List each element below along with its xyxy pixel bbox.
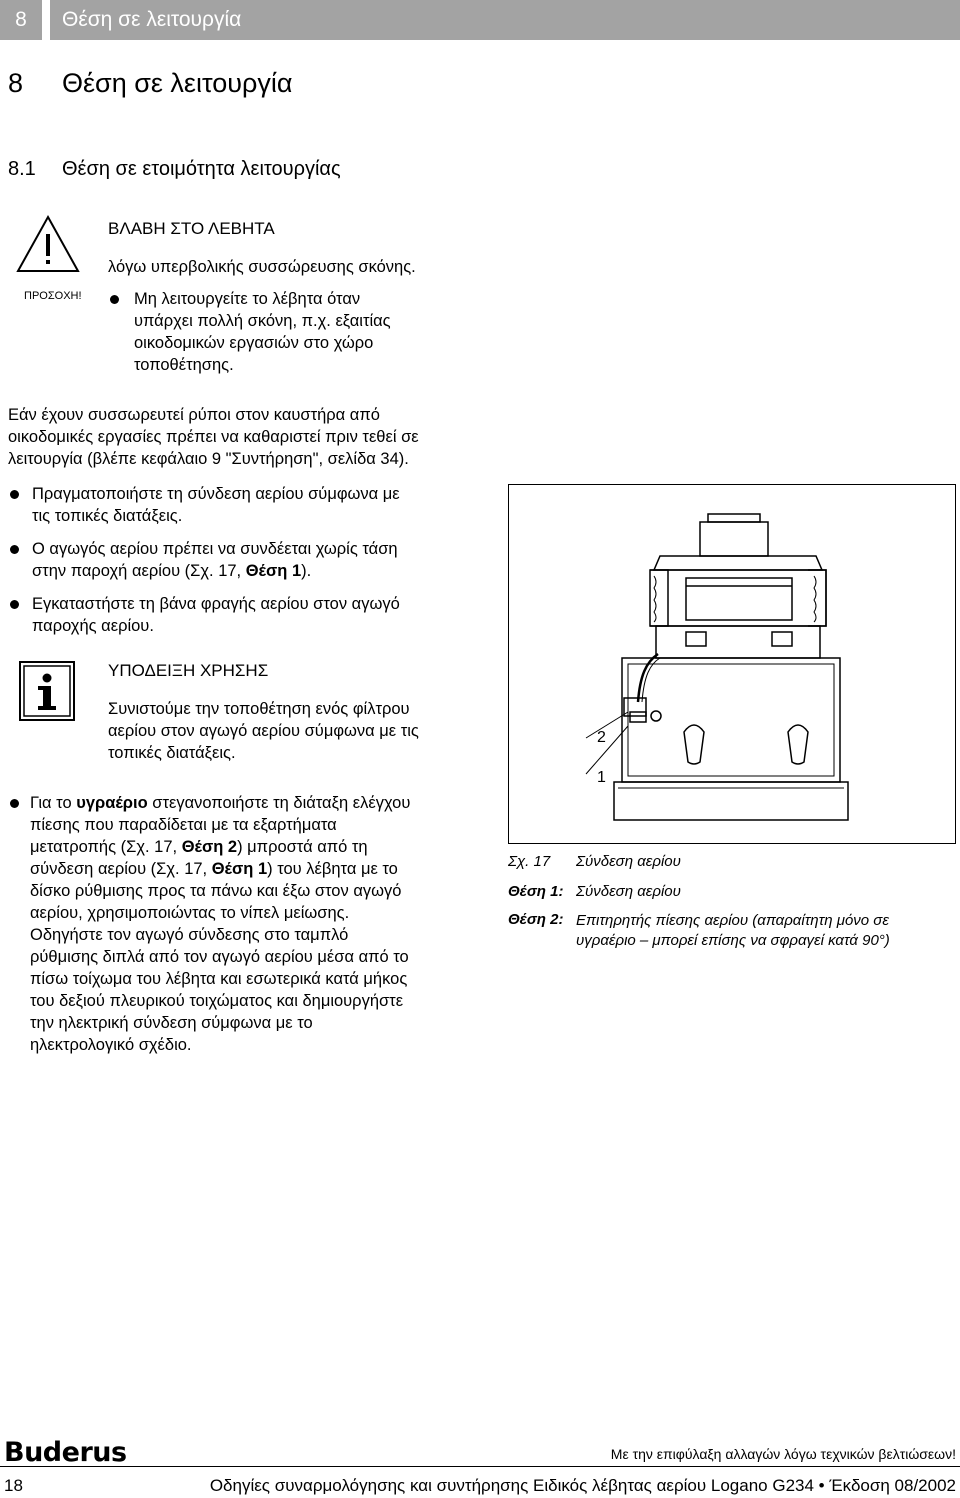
figure-label-2: 2	[597, 729, 606, 746]
figure-label-1: 1	[597, 769, 606, 786]
brand-logo: Buderus	[4, 1437, 127, 1468]
caption-position-2-label: Θέση 2:	[508, 911, 564, 928]
bullet-dot	[10, 600, 19, 609]
bullet-lpg-instructions: Για το υγραέριο στεγανοποιήστε τη διάταξη ελέγχου πίεσης που παραδίδεται με τα εξαρτήματα μετατροπής (Σχ. 17, Θέση 2) μπροστά από τη σύνδεση αερίου (Σχ. 17, Θέση 1) του λέβητα με το δίσκο ρύθμισης προς τα πάνω και έξω στον αγωγό αερίου, χρησιμοποιώντας το νίπελ μείωσης. Οδηγήστε τον αγωγό σύνδεσης στο ταμπλό ρύθμισης διπλά από τον αγωγό αερίου μέσα από το πίσω τοίχωμα του λέβητα και εσωτερικά κατά μήκος του δεξιού πλευρικού τοιχώματος και δημιουργήστε την ηλεκτρική σύνδεση σύμφωνα με το ηλεκτρολογικό σχέδιο.	[30, 794, 411, 1054]
footer-document-title: Οδηγίες συναρμολόγησης και συντήρησης Ειδικός λέβητας αερίου Logano G234 • Έκδοση 08/2002	[209, 1476, 956, 1495]
figure-caption-number: Σχ. 17	[508, 853, 551, 870]
chapter-number: 8	[8, 68, 24, 98]
bullet-gas-connection: Πραγματοποιήστε τη σύνδεση αερίου σύμφωνα με τις τοπικές διατάξεις.	[32, 485, 400, 525]
caution-bullet: Μη λειτουργείτε το λέβητα όταν υπάρχει πολλή σκόνη, π.χ. εξαιτίας οικοδομικών εργασιών στο χώρο τοποθέτησης.	[134, 290, 391, 374]
footer-disclaimer: Με την επιφύλαξη αλλαγών λόγω τεχνικών βελτιώσεων!	[610, 1446, 956, 1462]
notice-heading: ΥΠΟΔΕΙΞΗ ΧΡΗΣΗΣ	[108, 661, 269, 680]
caption-position-1-label: Θέση 1:	[508, 883, 564, 900]
caution-label: ΠΡΟΣΟΧΗ!	[24, 290, 82, 302]
caution-heading: ΒΛΑΒΗ ΣΤΟ ΛΕΒΗΤΑ	[108, 219, 275, 238]
footer-divider	[0, 1466, 960, 1467]
chapter-title: Θέση σε λειτουργία	[62, 68, 293, 98]
header-chapter-number: 8	[0, 0, 42, 40]
bullet-dot	[110, 295, 119, 304]
header-title: Θέση σε λειτουργία	[50, 0, 960, 40]
intro-paragraph: Εάν έχουν συσσωρευτεί ρύποι στον καυστήρα από οικοδομικές εργασίες πρέπει να καθαριστεί πριν τεθεί σε λειτουργία (βλέπε κεφάλαιο 9 "Συντήρηση", σελίδα 34).	[8, 406, 419, 468]
warning-triangle-icon	[16, 214, 80, 274]
info-icon	[18, 660, 76, 722]
section-number: 8.1	[8, 158, 36, 180]
notice-text: Συνιστούμε την τοποθέτηση ενός φίλτρου αερίου στον αγωγό αερίου σύμφωνα με τις τοπικές διατάξεις.	[108, 700, 419, 762]
bullet-dot	[10, 490, 19, 499]
caution-text: λόγω υπερβολικής συσσώρευσης σκόνης.	[108, 258, 416, 276]
caption-position-1-text: Σύνδεση αερίου	[576, 883, 681, 900]
bullet-gas-pipe: Ο αγωγός αερίου πρέπει να συνδέεται χωρίς τάση στην παροχή αερίου (Σχ. 17, Θέση 1).	[32, 540, 398, 580]
page-number: 18	[4, 1476, 23, 1495]
boiler-drawing	[510, 486, 954, 842]
caption-position-2-text: Επιτηρητής πίεσης αερίου (απαραίτητη μόνο σε υγραέριο – μπορεί επίσης να σφραγεί κατά 90°)	[576, 912, 890, 949]
bullet-dot	[10, 545, 19, 554]
bullet-shutoff-valve: Εγκαταστήστε τη βάνα φραγής αερίου στον αγωγό παροχής αερίου.	[32, 595, 400, 635]
bullet-dot	[10, 799, 19, 808]
figure-caption-title: Σύνδεση αερίου	[576, 853, 681, 870]
section-title: Θέση σε ετοιμότητα λειτουργίας	[62, 158, 341, 180]
